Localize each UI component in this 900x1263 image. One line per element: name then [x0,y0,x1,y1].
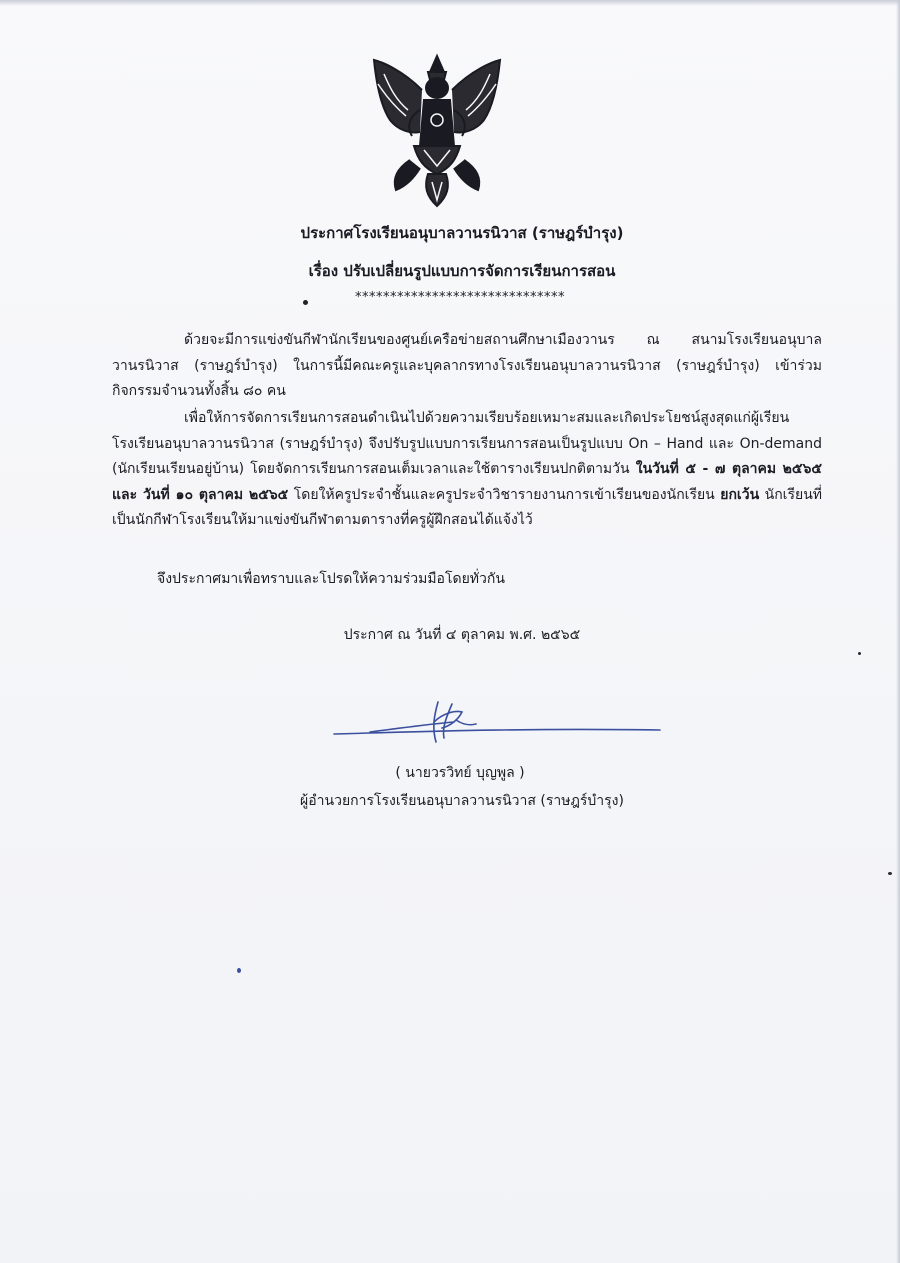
scan-speck [858,652,861,655]
garuda-emblem-icon [362,50,512,210]
signer-position: ผู้อำนวยการโรงเรียนอนุบาลวานรนิวาส (ราษฎร์บำรุง) [300,793,624,809]
handwritten-signature-icon [330,698,670,746]
signer-name: ( นายวรวิทย์ บุญพูล ) [395,765,525,781]
scan-speck [888,872,892,875]
paragraph-2-bold-except: ยกเว้น [720,486,760,503]
date-line: ประกาศ ณ วันที่ ๔ ตุลาคม พ.ศ. ๒๕๖๕ [343,627,581,643]
paragraph-2-text-3: นักเรียนที่เป็นนักกีฬาโรงเรียนให้มาแข่งขันกีฬาตามตารางที่ครูผู้ฝึกสอนได้แจ้งไว้ [112,486,822,528]
scan-speck [237,968,241,973]
paragraph-2-text-1: เพื่อให้การจัดการเรียนการสอนดำเนินไปด้วยความเรียบร้อยเหมาะสมและเกิดประโยชน์สูงสุดแก่ผู้เรียน โรงเรียนอนุบาลวานรนิวาส (ราษฎร์บำรุง) จึงปรับรูปแบบการเรียนการสอนเป็นรูปแบบ On – Hand และ On-demand (นักเรียนเรียนอยู่บ้าน) โดยจัดการเรียนการสอนเต็มเวลาและใช้ตารางเรียนปกติตามวัน [112,410,822,477]
ink-dot [303,300,308,305]
paragraph-2-bold-dates: ในวันที่ ๕ - ๗ ตุลาคม ๒๕๖๕ และ วันที่ ๑๐ ตุลาคม ๒๕๖๕ [112,461,822,503]
announcement-subject: เรื่อง ปรับเปลี่ยนรูปแบบการจัดการเรียนการสอน [308,262,616,280]
announcement-title: ประกาศโรงเรียนอนุบาลวานรนิวาส (ราษฎร์บำรุง) [300,224,624,242]
paragraph-2 [112,406,822,534]
closing-line: จึงประกาศมาเพื่อทราบและโปรดให้ความร่วมมือโดยทั่วกัน [157,571,505,587]
scan-edge-top [0,0,900,6]
paragraph-1: ด้วยจะมีการแข่งขันกีฬานักเรียนของศูนย์เครือข่ายสถานศึกษาเมืองวานร ณ สนามโรงเรียนอนุบาลวานรนิวาส (ราษฎร์บำรุง) ในการนี้มีคณะครูและบุคลากรทางโรงเรียนอนุบาลวานรนิวาส (ราษฎร์บำรุง) เข้าร่วมกิจกรรมจำนวนทั้งสิ้น ๘๐ คน [112,332,822,399]
separator-stars: ****************************** [355,290,565,305]
paragraph-2-text-2: โดยให้ครูประจำชั้นและครูประจำวิชารายงานการเข้าเรียนของนักเรียน [288,486,721,503]
